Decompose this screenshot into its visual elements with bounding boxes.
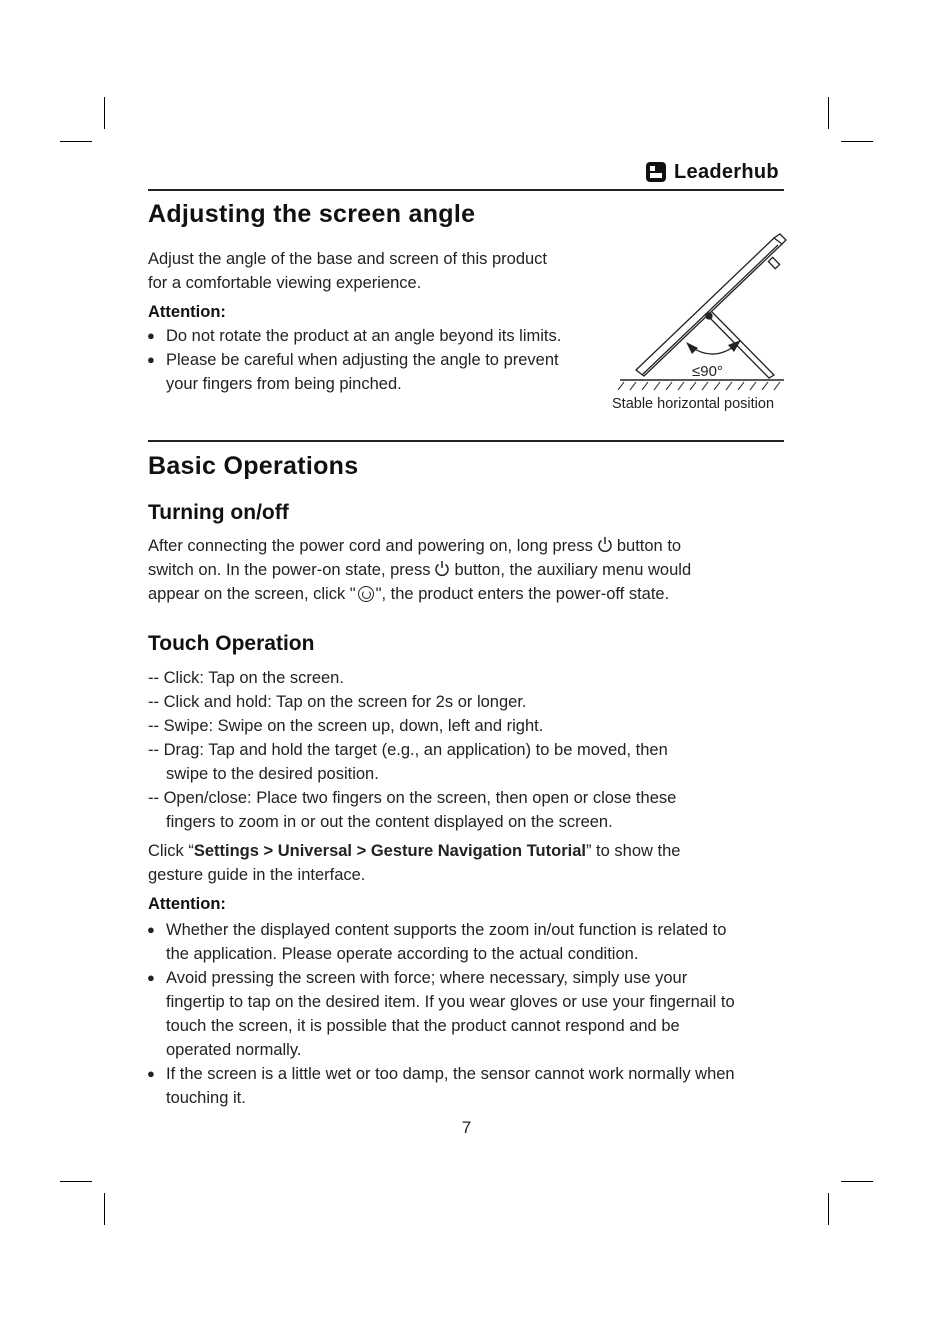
crop-mark (828, 1193, 829, 1225)
section-divider (148, 440, 784, 442)
stand-angle-illustration (614, 230, 789, 390)
bullet-text: fingertip to tap on the desired item. If you wear gloves or use your fingernail to (166, 993, 735, 1011)
touch-item (148, 714, 543, 738)
section-divider (148, 189, 784, 191)
brand-name: Leaderhub (674, 160, 779, 183)
settings-path: Settings > Universal > Gesture Navigation Tutorial (193, 842, 586, 860)
brand-logo (646, 160, 779, 184)
shutdown-circle-icon (358, 586, 374, 602)
bullet-text: If the screen is a little wet or too damp, the sensor cannot work normally when (166, 1065, 735, 1083)
angle-label: ≤90° (692, 363, 723, 380)
bullet-text: touching it. (166, 1089, 246, 1107)
attention-bullet (148, 918, 726, 966)
turning-text: ", the product enters the power-off state. (375, 585, 670, 603)
bullet-text: the application. Please operate according to the actual condition. (166, 945, 639, 963)
bullet-text: operated normally. (166, 1041, 302, 1059)
turning-text: After connecting the power cord and powering on, long press (148, 537, 593, 555)
bullet-text: your fingers from being pinched. (166, 375, 402, 393)
touch-item-text: swipe to the desired position. (166, 765, 379, 783)
touch-item (148, 786, 676, 834)
attention-label: Attention: (148, 303, 226, 321)
note-text: gesture guide in the interface. (148, 866, 366, 884)
turning-text: button to (616, 537, 682, 555)
arrow-right-icon (728, 340, 741, 352)
turning-text: switch on. In the power-on state, press (148, 561, 431, 579)
touch-item (148, 666, 344, 690)
touch-item-text: -- Open/close: Place two fingers on the screen, then open or close these (148, 789, 677, 807)
subsection-title-touch: Touch Operation (148, 632, 315, 655)
touch-item-text: -- Click: Tap on the screen. (148, 669, 344, 687)
intro-line: Adjust the angle of the base and screen of this product (148, 250, 548, 268)
note-text: ” to show the (585, 842, 681, 860)
touch-item-text: fingers to zoom in or out the content displayed on the screen. (166, 813, 613, 831)
attention-bullet (148, 1062, 735, 1110)
crop-mark (104, 97, 105, 129)
leaderhub-logo-icon (646, 162, 666, 182)
crop-mark (841, 141, 873, 142)
crop-mark (828, 97, 829, 129)
intro-line: for a comfortable viewing experience. (148, 274, 422, 292)
touch-item-text: -- Click and hold: Tap on the screen for 2s or longer. (148, 693, 527, 711)
turning-line (148, 582, 669, 606)
bullet-text: Do not rotate the product at an angle beyond its limits. (166, 327, 562, 345)
section-title-screen-angle: Adjusting the screen angle (148, 200, 476, 228)
bullet-text: Please be careful when adjusting the angle to prevent (166, 351, 559, 369)
page-number: 7 (461, 1118, 472, 1137)
power-icon (434, 560, 450, 577)
bullet-text: touch the screen, it is possible that the product cannot respond and be (166, 1017, 680, 1035)
section-title-basic-operations: Basic Operations (148, 452, 359, 480)
attention-bullet (148, 966, 735, 1062)
turning-line (148, 534, 681, 558)
attention-bullet (148, 324, 561, 348)
figure-caption: Stable horizontal position (612, 396, 775, 412)
note-text: Click “ (148, 842, 194, 860)
power-icon (597, 536, 613, 553)
settings-path-note (148, 839, 680, 887)
crop-mark (60, 1181, 92, 1182)
attention-bullet (148, 348, 559, 396)
touch-item-text: -- Drag: Tap and hold the target (e.g., an application) to be moved, then (148, 741, 668, 759)
arrow-left-icon (686, 342, 698, 354)
turning-line (148, 558, 691, 582)
touch-item-text: -- Swipe: Swipe on the screen up, down, left and right. (148, 717, 544, 735)
crop-mark (104, 1193, 105, 1225)
bullet-text: Avoid pressing the screen with force; where necessary, simply use your (166, 969, 688, 987)
turning-text: button, the auxiliary menu would (454, 561, 692, 579)
subsection-title-turning: Turning on/off (148, 501, 289, 524)
touch-item (148, 690, 527, 714)
attention-label: Attention: (148, 895, 226, 913)
turning-text: appear on the screen, click " (148, 585, 356, 603)
touch-item (148, 738, 668, 786)
crop-mark (841, 1181, 873, 1182)
bullet-text: Whether the displayed content supports the zoom in/out function is related to (166, 921, 727, 939)
crop-mark (60, 141, 92, 142)
